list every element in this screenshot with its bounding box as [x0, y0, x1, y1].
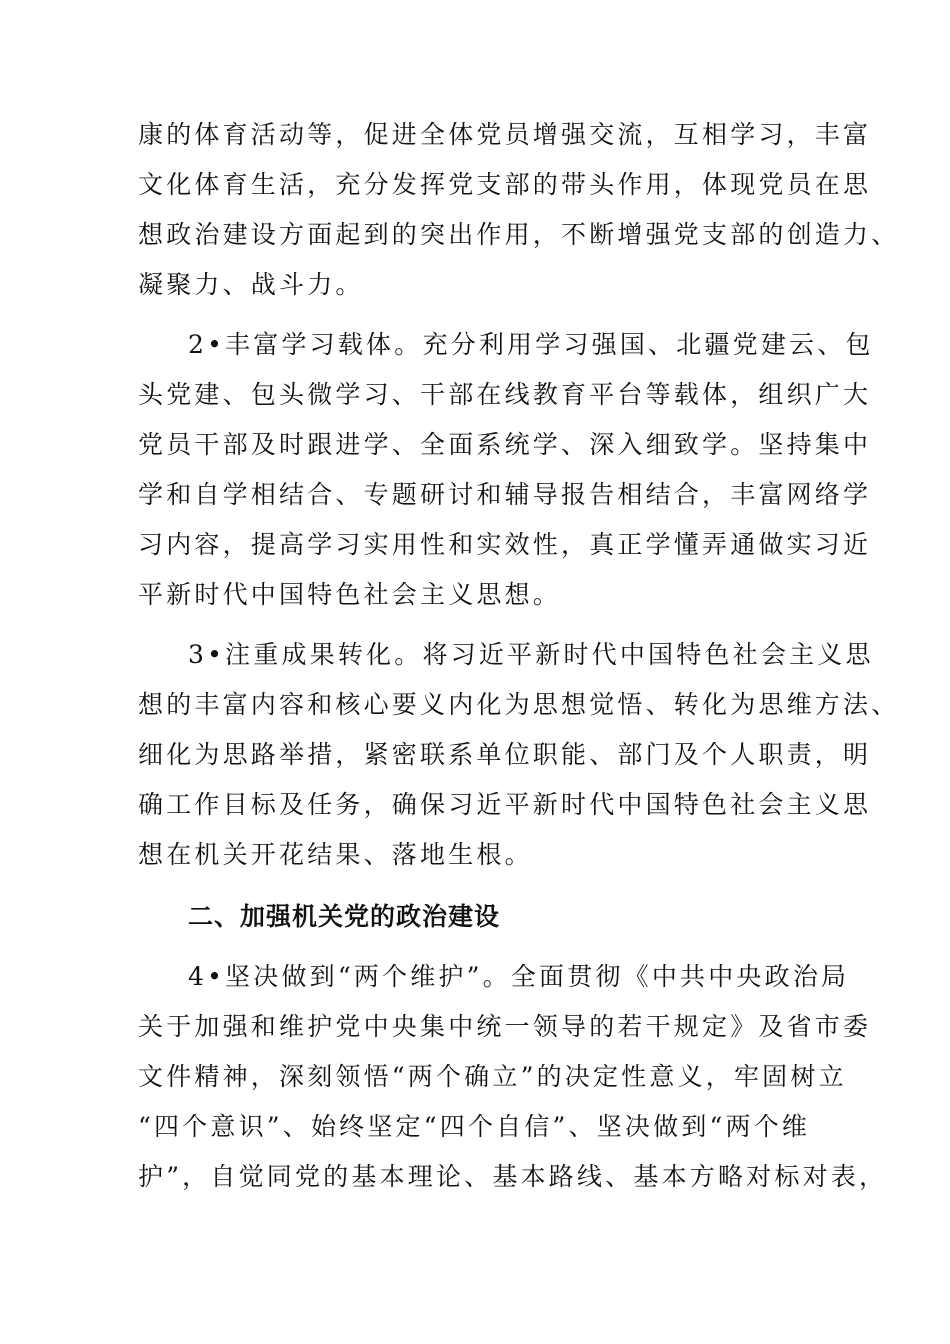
- text-line: 3•注重成果转化。将习近平新时代中国特色社会主义思: [188, 640, 874, 669]
- text-line: 关于加强和维护党中央集中统一领导的若干规定》及省市委: [138, 1012, 872, 1041]
- text-line: 平新时代中国特色社会主义思想。: [138, 580, 562, 609]
- text-line: 凝聚力、战斗力。: [138, 270, 364, 299]
- text-line: “四个意识”、始终坚定“四个自信”、坚决做到“两个维: [138, 1112, 811, 1141]
- text-line: 想政治建设方面起到的突出作用，不断增强党支部的创造力、: [138, 220, 900, 249]
- text-line: 头党建、包头微学习、干部在线教育平台等载体，组织广大: [138, 380, 872, 409]
- text-line: 2•丰富学习载体。充分利用学习强国、北疆党建云、包: [188, 330, 874, 359]
- section-heading: 二、加强机关党的政治建设: [188, 902, 501, 931]
- text-line: 康的体育活动等，促进全体党员增强交流，互相学习，丰富: [138, 120, 872, 149]
- text-line: 护”，自觉同党的基本理论、基本路线、基本方略对标对表，: [138, 1162, 888, 1191]
- text-line: 确工作目标及任务，确保习近平新时代中国特色社会主义思: [138, 790, 872, 819]
- text-line: 想的丰富内容和核心要义内化为思想觉悟、转化为思维方法、: [138, 690, 900, 719]
- text-line: 文化体育生活，充分发挥党支部的带头作用，体现党员在思: [138, 170, 872, 199]
- text-line: 党员干部及时跟进学、全面系统学、深入细致学。坚持集中: [138, 430, 872, 459]
- text-line: 习内容，提高学习实用性和实效性，真正学懂弄通做实习近: [138, 530, 872, 559]
- text-line: 4•坚决做到“两个维护”。全面贯彻《中共中央政治局: [188, 962, 850, 991]
- text-line: 细化为思路举措，紧密联系单位职能、部门及个人职责，明: [138, 740, 872, 769]
- text-line: 想在机关开花结果、落地生根。: [138, 840, 533, 869]
- text-line: 文件精神，深刻领悟“两个确立”的决定性意义，牢固树立: [138, 1062, 847, 1091]
- text-line: 学和自学相结合、专题研讨和辅导报告相结合，丰富网络学: [138, 480, 872, 509]
